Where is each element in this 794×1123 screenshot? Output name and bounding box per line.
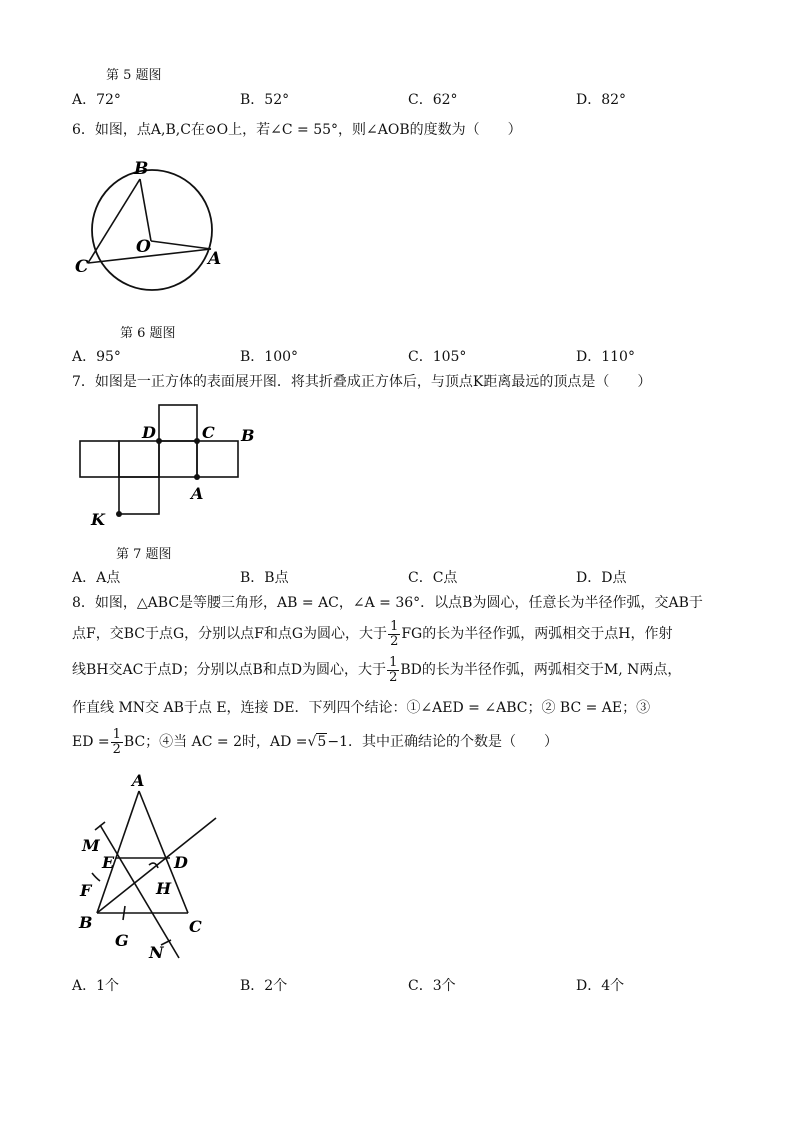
q6-option-d: D．110°: [576, 349, 635, 365]
q8-label-g: G: [115, 931, 129, 950]
q6-radius-ob: [140, 179, 151, 241]
q8-stem-line-4: 作直线 MN交 AB于点 E，连接 DE．下列四个结论：①∠AED = ∠ABC；② BC = AE；③: [72, 700, 651, 716]
q8-line3-text-a: 线BH交AC于点D；分别以点B和点D为圆心，大于: [72, 662, 387, 678]
q8-label-d: D: [174, 853, 188, 872]
q8-side-ab: [97, 791, 139, 913]
q7-point-d: [156, 438, 162, 444]
q5-option-c: C．62°: [408, 92, 458, 108]
q8-line5-text-a: ED =: [72, 734, 110, 750]
q8-triangle-construction-figure: [70, 768, 230, 968]
q8-option-b: B．2个: [240, 978, 288, 994]
q7-label-b: B: [241, 426, 255, 445]
q8-line2-text-a: 点F，交BC于点G，分别以点F和点G为圆心，大于: [72, 626, 388, 642]
q8-option-d: D．4个: [576, 978, 625, 994]
q8-line5-fraction: $\frac{1}{2}$: [112, 726, 121, 757]
q5-option-a: A．72°: [72, 92, 121, 108]
q8-stem-line-5: [72, 728, 558, 756]
q6-radius-oa: [151, 241, 211, 249]
q8-label-n: N: [149, 943, 164, 962]
q6-label-o: O: [136, 237, 151, 257]
q8-label-a: A: [132, 771, 145, 790]
q8-arc-g: [123, 906, 125, 920]
q8-line3-text-b: BD的长为半径作弧，两弧相交于M, N两点，: [400, 662, 682, 678]
q6-circle: [92, 170, 212, 290]
q8-label-b: B: [79, 913, 93, 932]
q7-option-c: C．C点: [408, 570, 458, 586]
q8-line2-fraction: $\frac{1}{2}$: [390, 618, 399, 649]
q7-point-a: [194, 474, 200, 480]
q7-point-c: [194, 438, 200, 444]
q7-net-face-4: [197, 441, 238, 477]
q6-stem: 6．如图，点A,B,C在⊙O上，若∠C = 55°，则∠AOB的度数为（ ）: [72, 122, 522, 138]
q8-stem-line-3: [72, 656, 681, 684]
q6-label-b: B: [134, 159, 149, 179]
q7-net-face-top: [159, 405, 197, 441]
q8-label-c: C: [189, 917, 202, 936]
q7-point-k: [116, 511, 122, 517]
q8-label-e: E: [102, 853, 115, 872]
q8-label-h: H: [156, 879, 172, 898]
q7-cube-net-figure: [70, 398, 270, 533]
q6-option-a: A．95°: [72, 349, 121, 365]
q8-option-a: A．1个: [72, 978, 120, 994]
q7-net-face-2: [119, 441, 159, 477]
q6-circle-figure: [70, 150, 230, 310]
q6-chord-bc: [88, 179, 140, 263]
q6-option-c: C．105°: [408, 349, 467, 365]
q8-line2-text-b: FG的长为半径作弧，两弧相交于点H，作射: [401, 626, 673, 642]
q6-label-c: C: [75, 257, 89, 277]
q7-option-d: D．D点: [576, 570, 627, 586]
q8-line5-text-b: BC；④当 AC = 2时，AD =: [123, 734, 308, 750]
q8-arc-f: [92, 873, 100, 881]
q7-option-b: B．B点: [240, 570, 289, 586]
q7-figure-caption: 第 7 题图: [116, 547, 172, 562]
q7-stem: 7．如图是一正方体的表面展开图．将其折叠成正方体后，与顶点K距离最远的顶点是（ ）: [72, 374, 652, 390]
q8-label-m: M: [82, 836, 100, 855]
q8-line3-fraction: $\frac{1}{2}$: [389, 654, 398, 685]
q5-figure-caption: 第 5 题图: [106, 68, 162, 83]
q8-arc-m: [95, 822, 105, 830]
q7-label-d: D: [142, 423, 156, 442]
q7-label-k: K: [91, 510, 105, 529]
q8-line5-text-c: −1．其中正确结论的个数是（ ）: [327, 734, 558, 750]
q7-net-face-1: [80, 441, 119, 477]
q8-line5-sqrt: √5: [307, 734, 327, 750]
q6-figure-caption: 第 6 题图: [120, 326, 176, 341]
q7-net-face-bottom: [119, 477, 159, 514]
q7-label-c: C: [202, 423, 215, 442]
q6-label-a: A: [208, 249, 222, 269]
q5-option-b: B．52°: [240, 92, 290, 108]
q8-stem-line-2: [72, 620, 672, 648]
q7-option-a: A．A点: [72, 570, 121, 586]
q5-option-d: D．82°: [576, 92, 627, 108]
q8-label-f: F: [80, 881, 92, 900]
q8-option-c: C．3个: [408, 978, 456, 994]
q8-stem-line-1: 8．如图，△ABC是等腰三角形，AB = AC，∠A = 36°．以点B为圆心，任意长为半径作弧，交AB于: [72, 595, 703, 611]
q7-net-face-3: [159, 441, 197, 477]
q7-label-a: A: [191, 484, 204, 503]
q6-option-b: B．100°: [240, 349, 299, 365]
